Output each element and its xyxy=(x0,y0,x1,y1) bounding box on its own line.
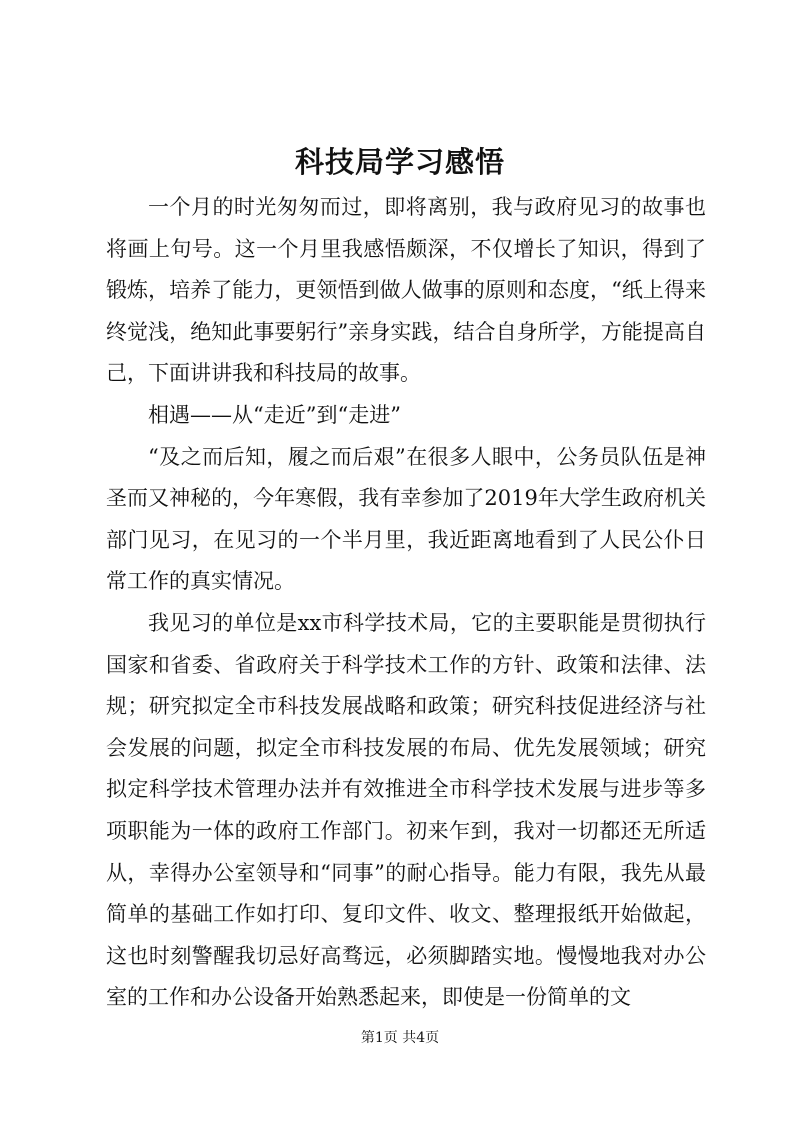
paragraph-2-heading: 相遇——从“走近”到“走进” xyxy=(148,402,401,427)
paragraph-4: 我见习的单位是xx市科学技术局，它的主要职能是贯彻执行国家和省委、省政府关于科学技术工作的方针、政策和法律、法规；研究拟定全市科技发展战略和政策；研究科技促进经济与社会发展的问题，拟定全市科技发展的布局、优先发展领域；研究拟定科学技术管理办法并有效推进全市科学技术发展与进步等多项职能为一体的政府工作部门。初来乍到，我对一切都还无所适从，幸得办公室领导和“同事”的耐心指导。能力有限，我先从最简单的基础工作如打印、复印文件、收文、整理报纸开始做起，这也时刻警醒我切忌好高骛远，必须脚踏实地。慢慢地我对办公室的工作和办公设备开始熟悉起来，即使是一份简单的文 xyxy=(106,610,706,1010)
paragraph-1: 一个月的时光匆匆而过，即将离别，我与政府见习的故事也将画上句号。这一个月里我感悟颇深，不仅增长了知识，得到了锻炼，培养了能力，更领悟到做人做事的原则和态度，“纸上得来终觉浅，绝知此事要躬行”亲身实践，结合自身所学，方能提高自己，下面讲讲我和科技局的故事。 xyxy=(106,195,706,386)
page-footer: 第1页 共4页 xyxy=(360,1030,440,1046)
document-title: 科技局学习感悟 xyxy=(294,145,505,179)
paragraph-3: “及之而后知，履之而后艰”在很多人眼中，公务员队伍是神圣而又神秘的，今年寒假，我有幸参加了2019年大学生政府机关部门见习，在见习的一个半月里，我近距离地看到了人民公仆日常工作的真实情况。 xyxy=(106,444,706,594)
document-body xyxy=(106,187,706,1019)
